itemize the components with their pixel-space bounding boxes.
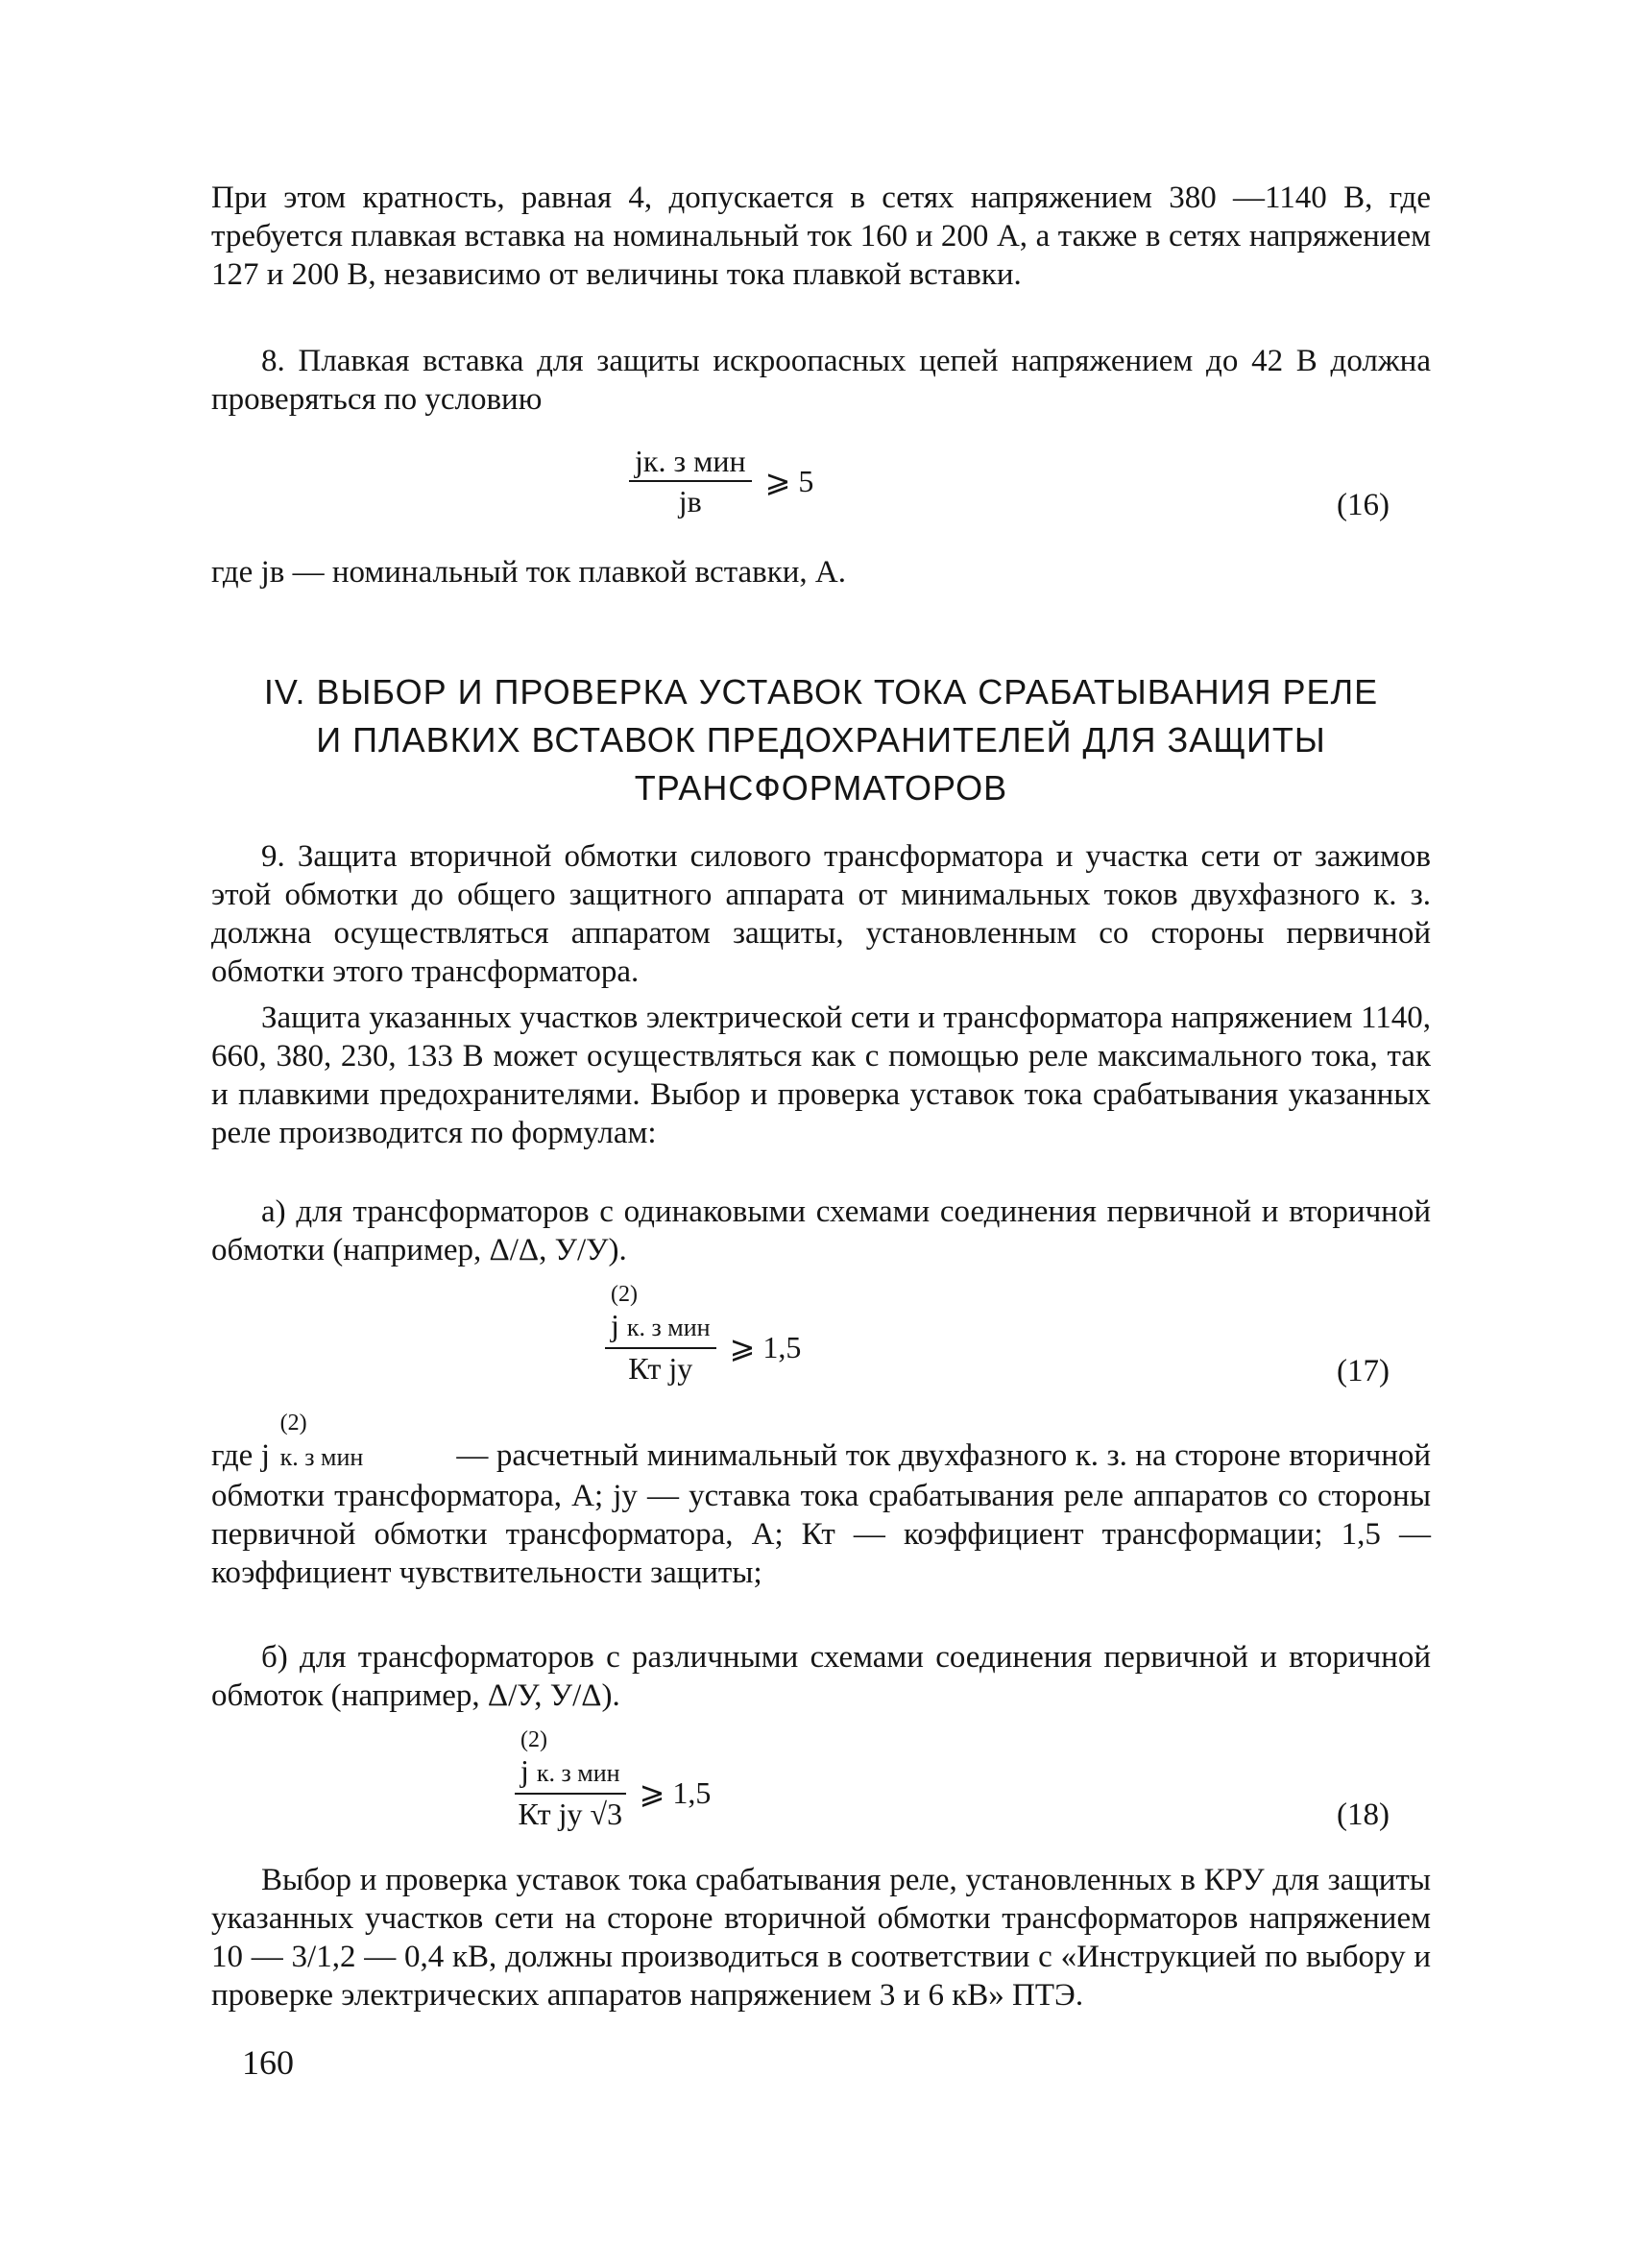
paragraph-7-lead: где j xyxy=(211,1438,271,1473)
formula-17-j-symbol: j xyxy=(611,1308,619,1342)
equation-number-17: (17) xyxy=(1337,1354,1390,1388)
formula-18-j xyxy=(520,1727,547,1788)
formula-17-numerator xyxy=(605,1282,716,1349)
paragraph-6: а) для трансформаторов с одинаковыми схемами соединения первичной и вторичной обмотки (например, Δ/Δ, У/У). xyxy=(211,1194,1431,1267)
paragraph-8: б) для трансформаторов с различными схемами соединения первичной и вторичной обмоток (например, Δ/У, У/Δ). xyxy=(211,1640,1431,1713)
paragraph-5: Защита указанных участков электрической сети и трансформатора напряжением 1140, 660, 380, 230, 133 В может осуществляться как с помощью реле максимального тока, так и плавкими предохранителями. Выбор и проверка уставок тока срабатывания указанных реле производится по формулам: xyxy=(211,1001,1431,1150)
heading-line-1: IV. ВЫБОР И ПРОВЕРКА УСТАВОК ТОКА СРАБАТЫВАНИЯ РЕЛЕ xyxy=(263,672,1379,712)
paragraph-4: 9. Защита вторичной обмотки силового трансформатора и участка сети от зажимов этой обмотки до общего защитного аппарата от минимальных токов двухфазного к. з. должна осуществляться аппаратом защиты, установленным со стороны первичной обмотки этого трансформатора. xyxy=(211,839,1431,989)
equation-number-18: (18) xyxy=(1337,1798,1390,1832)
paragraph-7-symbol xyxy=(279,1411,364,1477)
formula-17-relation: ⩾ 1,5 xyxy=(729,1329,802,1364)
formula-17-subscript: к. з мин xyxy=(626,1314,711,1341)
paragraph-2: 8. Плавкая вставка для защиты искроопасных цепей напряжением до 42 В должна проверяться по условию xyxy=(211,344,1431,417)
section-heading xyxy=(211,668,1431,812)
paragraph-7 xyxy=(211,1411,1432,1592)
formula-18-numerator xyxy=(515,1727,626,1795)
formula-18 xyxy=(515,1727,712,1831)
formula-18-superscript: (2) xyxy=(520,1727,547,1752)
heading-line-3: ТРАНСФОРМАТОРОВ xyxy=(634,768,1008,808)
formula-16-denominator: jв xyxy=(678,484,702,519)
formula-18-j-symbol: j xyxy=(520,1753,529,1788)
formula-16-numerator: jк. з мин xyxy=(629,444,752,482)
equation-number-16: (16) xyxy=(1337,488,1390,522)
paragraph-7-subscript: к. з мин xyxy=(279,1443,364,1471)
formula-16 xyxy=(629,444,813,519)
paragraph-9: Выбор и проверка уставок тока срабатывания реле, установленных в КРУ для защиты указанных участков сети на стороне вторичной обмотки трансформаторов напряжением 10 — 3/1,2 — 0,4 кВ, должны производиться в соответствии с «Инструкцией по выбору и проверке электрических аппаратов напряжением 3 и 6 кВ» ПТЭ. xyxy=(211,1863,1431,2013)
formula-18-fraction xyxy=(515,1727,626,1831)
page-number: 160 xyxy=(242,2043,294,2082)
formula-17-fraction xyxy=(605,1282,716,1386)
formula-18-denominator: Кт jу √3 xyxy=(518,1797,623,1831)
paragraph-7-text: — расчетный минимальный ток двухфазного к. з. на стороне вторичной обмотки трансформатора, А; jу — уставка тока срабатывания реле аппаратов со стороны первичной обмотки трансформатора, А; Кт — коэффициент трансформации; 1,5 — коэффициент чувствительности защиты; xyxy=(211,1438,1432,1590)
formula-17 xyxy=(605,1282,802,1386)
formula-18-subscript: к. з мин xyxy=(536,1759,620,1787)
paragraph-3: где jв — номинальный ток плавкой вставки, А. xyxy=(211,555,847,590)
formula-17-denominator: Кт jу xyxy=(628,1351,693,1386)
paragraph-7-superscript: (2) xyxy=(279,1411,307,1436)
heading-line-2: И ПЛАВКИХ ВСТАВОК ПРЕДОХРАНИТЕЛЕЙ ДЛЯ ЗАЩИТЫ xyxy=(316,720,1326,760)
formula-18-relation: ⩾ 1,5 xyxy=(639,1774,712,1810)
formula-17-superscript: (2) xyxy=(611,1282,638,1307)
formula-16-fraction xyxy=(629,444,752,519)
formula-17-j xyxy=(611,1282,638,1342)
formula-16-relation: ⩾ 5 xyxy=(764,464,814,498)
paragraph-1: При этом кратность, равная 4, допускается в сетях напряжением 380 —1140 В, где требуется плавкая вставка на номинальный ток 160 и 200 А, а также в сетях напряжением 127 и 200 В, независимо от величины тока плавкой вставки. xyxy=(211,181,1431,292)
